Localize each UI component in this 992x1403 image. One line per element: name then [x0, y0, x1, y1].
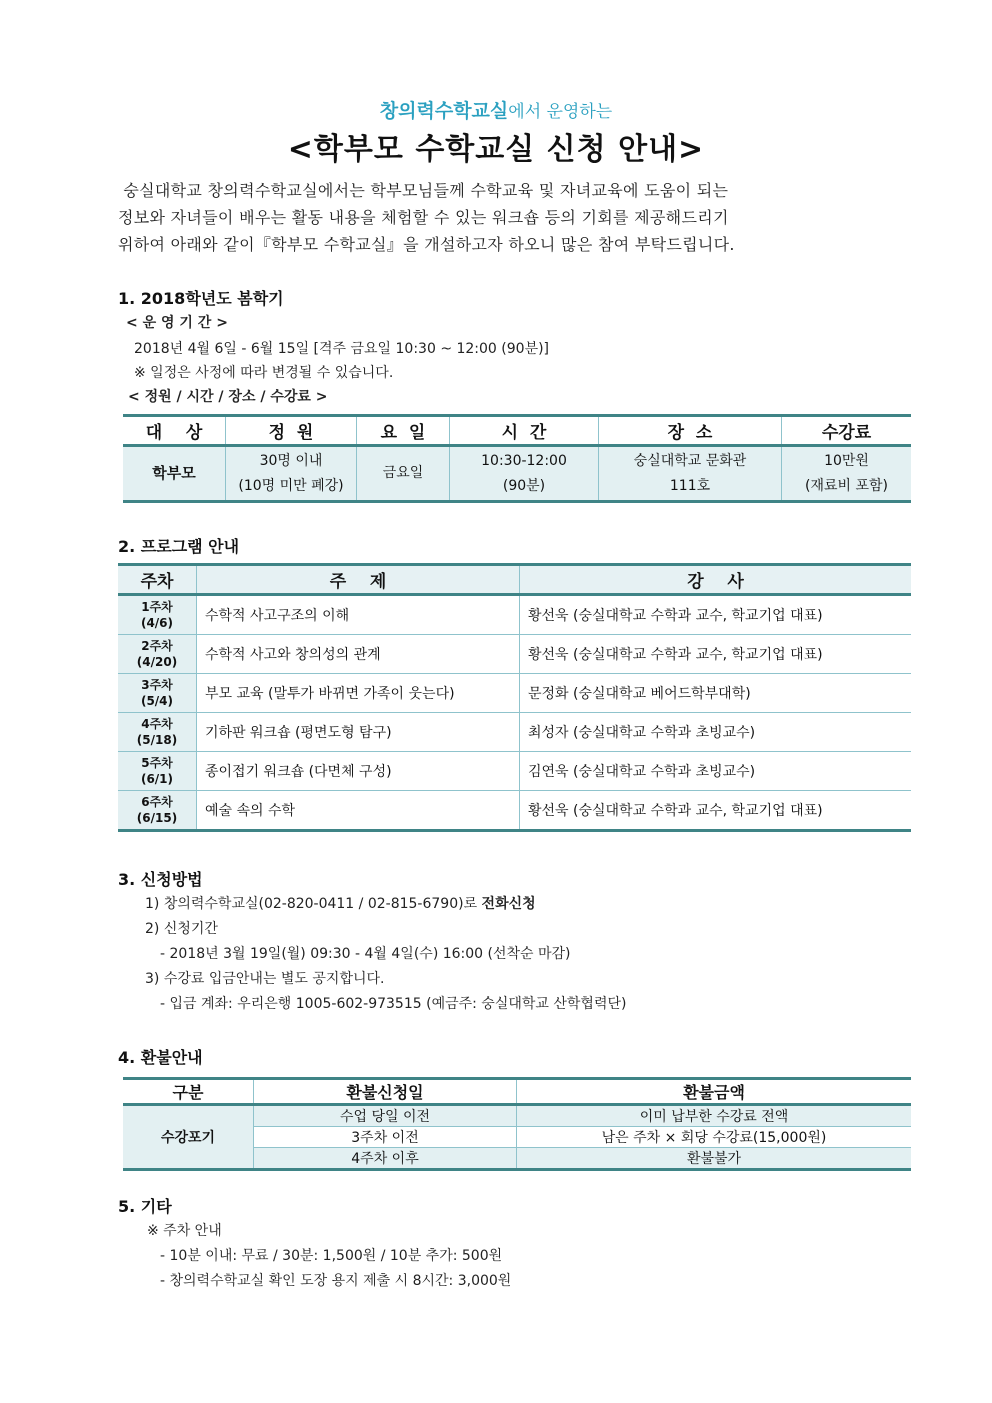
table-row — [118, 635, 911, 674]
cell-topic: 수학적 사고구조의 이해 — [197, 595, 520, 635]
section3-title: 3. 신청방법 — [118, 870, 203, 889]
cell-refund-amount: 남은 주차 × 회당 수강료(15,000원) — [517, 1127, 912, 1148]
apply-period: - 2018년 3월 19일(월) 09:30 - 4월 4일(수) 16:00 (선착순 마감) — [160, 946, 571, 962]
col-header: 대 상 — [123, 416, 226, 446]
cell-refund-date: 수업 당일 이전 — [254, 1105, 517, 1127]
col-header: 환불신청일 — [254, 1079, 517, 1105]
cell-week: 4주차 (5/18) — [118, 713, 197, 752]
table-header-row — [123, 416, 911, 446]
cell-day: 금요일 — [357, 446, 450, 502]
parking-note: ※ 주차 안내 — [147, 1223, 222, 1239]
intro-line: 정보와 자녀들이 배우는 활동 내용을 체험할 수 있는 워크숍 등의 기회를 제공해드리기 — [118, 208, 729, 227]
subtitle-org: 창의력수학교실 — [379, 100, 509, 122]
parking-line: - 10분 이내: 무료 / 30분: 1,500원 / 10분 추가: 500원 — [160, 1248, 503, 1264]
col-header: 환불금액 — [517, 1079, 912, 1105]
cell-topic: 수학적 사고와 창의성의 관계 — [197, 635, 520, 674]
table-row — [118, 791, 911, 831]
cell-topic: 종이접기 워크숍 (다면체 구성) — [197, 752, 520, 791]
cell-topic: 기하판 워크숍 (평면도형 탐구) — [197, 713, 520, 752]
intro-line: 위하여 아래와 같이『학부모 수학교실』을 개설하고자 하오니 많은 참여 부탁드립니다. — [118, 235, 735, 254]
table-row — [123, 446, 911, 502]
table-row — [118, 595, 911, 635]
cell-target: 학부모 — [123, 446, 226, 502]
cell-lecturer: 문정화 (숭실대학교 베어드학부대학) — [520, 674, 912, 713]
section4-title: 4. 환불안내 — [118, 1048, 203, 1067]
cell-capacity: 30명 이내 (10명 미만 폐강) — [226, 446, 357, 502]
program-table — [118, 563, 911, 832]
intro-paragraph — [118, 177, 878, 258]
cell-lecturer: 김연욱 (숭실대학교 수학과 초빙교수) — [520, 752, 912, 791]
cell-week: 6주차 (6/15) — [118, 791, 197, 831]
header-subtitle — [0, 96, 992, 123]
cell-lecturer: 최성자 (숭실대학교 수학과 초빙교수) — [520, 713, 912, 752]
cell-lecturer: 황선욱 (숭실대학교 수학과 교수, 학교기업 대표) — [520, 791, 912, 831]
apply-item-2: 2) 신청기간 — [145, 921, 218, 937]
cell-refund-date: 4주차 이후 — [254, 1148, 517, 1170]
cell-week: 3주차 (5/4) — [118, 674, 197, 713]
period-text: 2018년 4월 6일 - 6월 15일 [격주 금요일 10:30 ~ 12:00 (90분)] — [134, 341, 550, 357]
info-label: < 정원 / 시간 / 장소 / 수강료 > — [128, 389, 328, 405]
col-header: 정 원 — [226, 416, 357, 446]
col-header: 요 일 — [357, 416, 450, 446]
parking-line: - 창의력수학교실 확인 도장 용지 제출 시 8시간: 3,000원 — [160, 1273, 512, 1289]
cell-time: 10:30-12:00 (90분) — [450, 446, 599, 502]
cell-fee: 10만원 (재료비 포함) — [782, 446, 912, 502]
table-header-row — [118, 565, 911, 595]
subtitle-rest: 에서 운영하는 — [508, 102, 613, 122]
section2-title: 2. 프로그램 안내 — [118, 537, 240, 556]
col-header: 구분 — [123, 1079, 254, 1105]
cell-topic: 부모 교육 (말투가 바뀌면 가족이 웃는다) — [197, 674, 520, 713]
cell-refund-date: 3주차 이전 — [254, 1127, 517, 1148]
col-header: 수강료 — [782, 416, 912, 446]
cell-location: 숭실대학교 문화관 111호 — [599, 446, 782, 502]
col-header: 시 간 — [450, 416, 599, 446]
table-row — [118, 713, 911, 752]
page-title: <학부모 수학교실 신청 안내> — [287, 132, 705, 167]
col-header: 강 사 — [520, 565, 912, 595]
cell-week: 2주차 (4/20) — [118, 635, 197, 674]
cell-category: 수강포기 — [123, 1105, 254, 1170]
cell-refund-amount: 환불불가 — [517, 1148, 912, 1170]
apply-item-1: 1) 창의력수학교실(02-820-0411 / 02-815-6790)로 전화신청 — [145, 896, 536, 912]
table-row — [123, 1105, 911, 1127]
refund-table — [123, 1077, 911, 1171]
apply-item-3: 3) 수강료 입금안내는 별도 공지합니다. — [145, 971, 385, 987]
cell-lecturer: 황선욱 (숭실대학교 수학과 교수, 학교기업 대표) — [520, 635, 912, 674]
col-header: 주차 — [118, 565, 197, 595]
table-row — [118, 752, 911, 791]
col-header: 주 제 — [197, 565, 520, 595]
bank-account: - 입금 계좌: 우리은행 1005-602-973515 (예금주: 숭실대학교 산학협력단) — [160, 996, 627, 1012]
cell-refund-amount: 이미 납부한 수강료 전액 — [517, 1105, 912, 1127]
cell-lecturer: 황선욱 (숭실대학교 수학과 교수, 학교기업 대표) — [520, 595, 912, 635]
section5-title: 5. 기타 — [118, 1197, 172, 1216]
period-label: < 운 영 기 간 > — [126, 315, 228, 331]
section1-title: 1. 2018학년도 봄학기 — [118, 289, 284, 308]
col-header: 장 소 — [599, 416, 782, 446]
table-row — [118, 674, 911, 713]
period-note: ※ 일정은 사정에 따라 변경될 수 있습니다. — [134, 365, 394, 381]
cell-week: 5주차 (6/1) — [118, 752, 197, 791]
table-header-row — [123, 1079, 911, 1105]
cell-week: 1주차 (4/6) — [118, 595, 197, 635]
course-info-table — [123, 414, 911, 503]
intro-line: 숭실대학교 창의력수학교실에서는 학부모님들께 수학교육 및 자녀교육에 도움이 되는 — [118, 181, 729, 200]
cell-topic: 예술 속의 수학 — [197, 791, 520, 831]
phone-apply-emphasis: 전화신청 — [481, 896, 536, 912]
